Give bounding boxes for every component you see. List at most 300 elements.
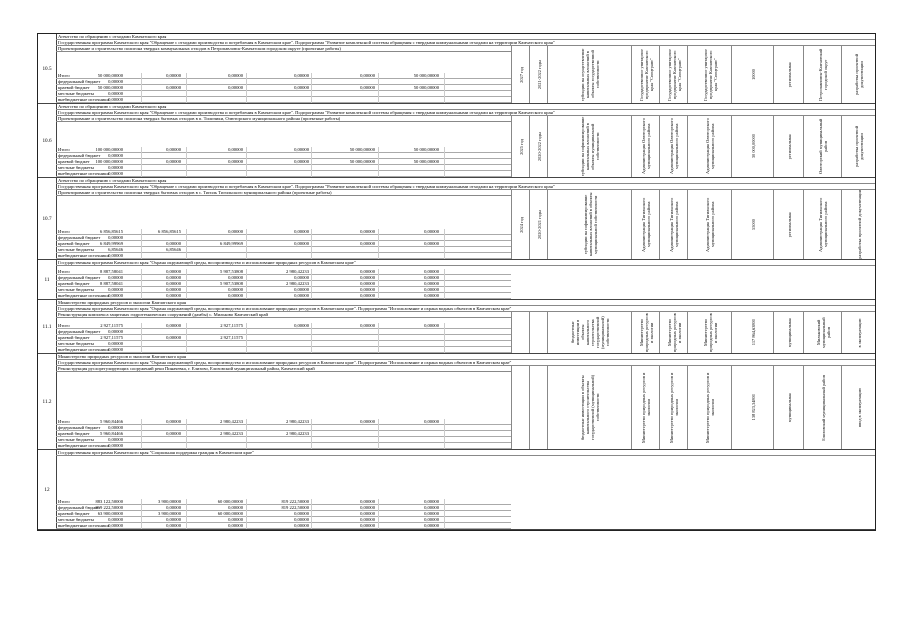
amount-cell: 0,00000 [424, 229, 439, 234]
source-label: краевой бюджет [58, 511, 90, 516]
amount-cell: 0,00000 [228, 85, 243, 90]
amount-cell: 0,00000 [424, 323, 439, 328]
amount-cell: 0,00000 [424, 511, 439, 516]
vertical-text: Государственное унитарное предприятие Камчатского края "Спецтранс" [638, 48, 654, 101]
amount-cell: 0,00000 [294, 159, 309, 164]
amount-cell: 883 122,50000 [95, 499, 123, 504]
source-label: краевой бюджет [58, 241, 90, 246]
source-label: федеральный бюджет [58, 505, 101, 510]
financing-row [56, 443, 511, 449]
grid-line [186, 147, 187, 177]
source-label: федеральный бюджет [58, 275, 101, 280]
amount-cell: 6 856,85615 [100, 229, 123, 234]
amount-cell: 8 887,58041 [100, 269, 123, 274]
amount-cell: 0,00000 [360, 323, 375, 328]
vertical-cell [631, 312, 660, 353]
amount-cell: 50 000,00000 [413, 73, 439, 78]
vertical-text: Олюторский муниципальный район [818, 118, 828, 175]
grid-line [186, 499, 187, 529]
grid-line [378, 269, 379, 299]
amount-cell: 0,00000 [294, 73, 309, 78]
vertical-text: 2025 год [518, 138, 524, 155]
amount-cell: 0,00000 [108, 347, 123, 352]
amount-cell: 0,00000 [166, 241, 181, 246]
source-label: Итого [58, 73, 70, 78]
vertical-text: Петропавловск-Камчатский городской округ [818, 48, 828, 101]
grid-line [378, 323, 379, 353]
amount-cell: 0,00000 [424, 287, 439, 292]
table-row [38, 260, 875, 300]
vertical-cell [659, 312, 688, 353]
vertical-text: бюджетные инвестиции в объекты капитального строительства государственной (муниципальной) собственности [570, 316, 610, 349]
amount-cell: 2 980,42233 [286, 269, 309, 274]
source-label: местные бюджеты [58, 247, 94, 252]
program-name: Государственная программа Камчатского края "Социальная поддержка граждан в Камчатском крае" [56, 450, 875, 456]
amount-cell: 0,00000 [228, 523, 243, 528]
amount-cell: 5 907,53808 [220, 269, 243, 274]
amount-cell: 0,00000 [360, 85, 375, 90]
amount-cell: 6 849,99969 [100, 241, 123, 246]
source-label: краевой бюджет [58, 431, 90, 436]
vertical-cell [529, 116, 548, 177]
amount-cell: 0,00000 [166, 505, 181, 510]
row-number: 10.5 [38, 34, 57, 103]
amount-cell: 0,00000 [166, 147, 181, 152]
vertical-text: муниципальная [786, 392, 792, 423]
vertical-columns [511, 116, 875, 177]
grid-line [378, 73, 379, 103]
amount-cell: 6,85646 [108, 247, 123, 252]
amount-cell: 0,00000 [228, 147, 243, 152]
row-number: 10.6 [38, 104, 57, 177]
amount-cell: 0,00000 [424, 293, 439, 298]
amount-cell: 2 927,11575 [100, 323, 123, 328]
amount-cell: 0,00000 [166, 287, 181, 292]
source-label: краевой бюджет [58, 335, 90, 340]
vertical-cell [547, 312, 632, 353]
financing-table [56, 73, 511, 103]
amount-cell: 819 222,50000 [281, 499, 309, 504]
program-name: Государственная программа Камчатского края "Обращение с отходами производства и потребления в Камчатском крае". Подпрограмма "Развитие комплексной системы обращения с твердыми коммунальными отходами на территории Камчатского края" [56, 40, 875, 46]
amount-cell: 0,00000 [166, 281, 181, 286]
amount-cell: 0,00000 [228, 505, 243, 510]
source-label: Итого [58, 229, 70, 234]
amount-cell: 0,00000 [360, 281, 375, 286]
vertical-cell [803, 116, 842, 177]
amount-cell: 0,00000 [166, 517, 181, 522]
amount-cell: 50 000,00000 [97, 73, 123, 78]
amount-cell: 0,00000 [108, 275, 123, 280]
grid-line [141, 323, 142, 353]
vertical-cell [631, 366, 660, 449]
amount-cell: 2 980,42233 [220, 431, 243, 436]
row-number: 11.2 [38, 354, 57, 449]
vertical-cell [659, 366, 688, 449]
vertical-cell [731, 366, 774, 449]
vertical-cell [731, 46, 774, 103]
source-label: местные бюджеты [58, 165, 94, 170]
vertical-text: региональная [786, 61, 792, 88]
financing-table [56, 229, 511, 259]
vertical-text: Администрация Тигильского муниципального района [818, 197, 828, 252]
vertical-text: разработка проектной документации [854, 125, 864, 168]
vertical-text: региональная [786, 133, 792, 160]
vertical-cell [773, 312, 804, 353]
amount-cell: 60 000,00000 [217, 499, 243, 504]
amount-cell: 0,00000 [360, 287, 375, 292]
amount-cell: 0,00000 [166, 419, 181, 424]
agency-name: Министерство природных ресурсов и экологии Камчатского края [56, 354, 875, 360]
vertical-cell [687, 312, 732, 353]
amount-cell: 0,00000 [166, 323, 181, 328]
amount-cell: 50 000,00000 [413, 85, 439, 90]
amount-cell: 8 887,58041 [100, 281, 123, 286]
vertical-cell [529, 366, 548, 449]
amount-cell: 0,00000 [294, 323, 309, 328]
source-label: внебюджетные источники [58, 171, 109, 176]
vertical-cell [511, 366, 530, 449]
vertical-cell [511, 116, 530, 177]
source-label: Итого [58, 499, 70, 504]
vertical-cell [841, 312, 875, 353]
amount-cell: 0,00000 [424, 275, 439, 280]
vertical-text: Министерство природных ресурсов и экологии [641, 372, 651, 443]
amount-cell: 0,00000 [228, 293, 243, 298]
table-row [38, 354, 875, 450]
grid-line [444, 73, 445, 103]
amount-cell: 2 980,42233 [220, 419, 243, 424]
vertical-cell [547, 46, 632, 103]
amount-cell: 2 980,42233 [286, 419, 309, 424]
source-label: местные бюджеты [58, 437, 94, 442]
amount-cell: 0,00000 [294, 275, 309, 280]
grid-line [311, 499, 312, 529]
vertical-cell [529, 312, 548, 353]
amount-cell: 0,00000 [108, 79, 123, 84]
amount-cell: 0,00000 [108, 287, 123, 292]
financing-row [56, 171, 511, 177]
vertical-text: ввод в эксплуатацию [856, 388, 862, 427]
amount-cell: 0,00000 [166, 275, 181, 280]
amount-cell: 0,00000 [228, 517, 243, 522]
amount-cell: 100 000,00000 [95, 159, 123, 164]
grid-line [444, 419, 445, 449]
vertical-text: 2020-2022 годы [536, 131, 542, 162]
amount-cell: 3 900,00000 [158, 499, 181, 504]
amount-cell: 2 980,42233 [286, 431, 309, 436]
amount-cell: 0,00000 [108, 341, 123, 346]
row-number: 12 [38, 450, 57, 529]
vertical-cell [773, 190, 804, 259]
grid-line [246, 73, 247, 103]
vertical-cell [631, 46, 660, 103]
amount-cell: 5 960,84466 [100, 419, 123, 424]
vertical-cell [659, 190, 688, 259]
program-name: Государственная программа Камчатского края "Охрана окружающей среды, воспроизводство и использование природных ресурсов в Камчатском крае". Подпрограмма "Использование и охрана водных объектов в Камчатском крае" [56, 360, 875, 366]
amount-cell: 6 856,85615 [158, 229, 181, 234]
amount-cell: 2 927,11575 [100, 335, 123, 340]
amount-cell: 3 900,00000 [158, 511, 181, 516]
vertical-cell [659, 116, 688, 177]
amount-cell: 0,00000 [108, 329, 123, 334]
amount-cell: 0,00000 [424, 419, 439, 424]
object-name: Проектирование и строительство полигона твердых бытовых отходов в п. Тиличики, Олюторского муниципального района (проектные работы) [56, 116, 511, 122]
amount-cell: 0,00000 [294, 287, 309, 292]
amount-cell: 60 000,00000 [217, 511, 243, 516]
grid-line [444, 269, 445, 299]
vertical-columns [511, 366, 875, 449]
agency-name: Агентство по обращению с отходами Камчатского края [56, 104, 875, 110]
source-label: местные бюджеты [58, 91, 94, 96]
amount-cell: 0,00000 [360, 419, 375, 424]
vertical-text: Министерство природных ресурсов и экологии [669, 372, 679, 443]
amount-cell: 0,00000 [360, 275, 375, 280]
vertical-columns [511, 190, 875, 259]
amount-cell: 50 000,00000 [413, 159, 439, 164]
amount-cell: 819 222,50000 [281, 505, 309, 510]
grid-line [311, 147, 312, 177]
grid-line [311, 323, 312, 353]
grid-line [186, 269, 187, 299]
amount-cell: 50 000,00000 [349, 159, 375, 164]
vertical-text: 117 864,63800 [750, 319, 756, 346]
vertical-text: Государственное унитарное предприятие Камчатского края "Спецтранс" [666, 48, 682, 101]
amount-cell: 0,00000 [108, 97, 123, 102]
program-name: Государственная программа Камчатского края "Охрана окружающей среды, воспроизводство и использование природных ресурсов в Камчатском крае" [56, 260, 875, 266]
vertical-cell [841, 116, 875, 177]
grid-line [246, 269, 247, 299]
amount-cell: 0,00000 [108, 165, 123, 170]
vertical-cell [547, 116, 632, 177]
vertical-text: Администрация Олюторского муниципального района [641, 118, 651, 175]
amount-cell: 0,00000 [294, 85, 309, 90]
grid-line [444, 229, 445, 259]
grid-line [378, 229, 379, 259]
vertical-text: субсидии на софинансирование капитальных вложений в объекты муниципальной собственности [582, 192, 598, 257]
source-label: внебюджетные источники [58, 443, 109, 448]
source-label: внебюджетные источники [58, 253, 109, 258]
object-name: Реконструкция комплекса защитных гидротехнических сооружений (дамбы) с. Мильково Камчатский край [56, 312, 511, 318]
vertical-cell [773, 366, 804, 449]
vertical-text: Администрация Олюторского муниципального района [669, 118, 679, 175]
agency-name: Министерство природных ресурсов и экологии Камчатского края [56, 300, 875, 306]
source-label: внебюджетные источники [58, 293, 109, 298]
financing-row [56, 293, 511, 299]
vertical-cell [547, 190, 632, 259]
amount-cell: 0,00000 [166, 73, 181, 78]
amount-cell: 0,00000 [108, 171, 123, 176]
source-label: краевой бюджет [58, 281, 90, 286]
amount-cell: 0,00000 [108, 425, 123, 430]
grid-line [141, 73, 142, 103]
table-row [38, 178, 875, 260]
vertical-cell [529, 46, 548, 103]
object-name: Реконструкция руслорегулирующих сооружений реки Пиначевка, г. Елизово, Елизовский муниципальный район, Камчатский край [56, 366, 511, 372]
source-label: федеральный бюджет [58, 425, 101, 430]
agency-name: Агентство по обращению с отходами Камчатского края [56, 178, 875, 184]
amount-cell: 0,00000 [228, 287, 243, 292]
financing-table [56, 419, 511, 449]
amount-cell: 0,00000 [166, 293, 181, 298]
amount-cell: 0,00000 [360, 229, 375, 234]
row-number: 11 [38, 260, 57, 299]
grid-line [378, 147, 379, 177]
vertical-text: разработка проектной документации [854, 53, 864, 96]
amount-cell: 0,00000 [228, 159, 243, 164]
vertical-cell [803, 46, 842, 103]
amount-cell: 0,00000 [166, 431, 181, 436]
table-row [38, 450, 875, 530]
vertical-text: Администрация Тигильского муниципального района [705, 197, 715, 252]
source-label: внебюджетные источники [58, 97, 109, 102]
vertical-text: Министерство природных ресурсов и экологии [638, 313, 654, 352]
amount-cell: 0,00000 [360, 73, 375, 78]
amount-cell: 0,00000 [424, 505, 439, 510]
vertical-cell [731, 190, 774, 259]
source-label: федеральный бюджет [58, 235, 101, 240]
amount-cell: 0,00000 [360, 523, 375, 528]
amount-cell: 0,00000 [294, 517, 309, 522]
amount-cell: 0,00000 [108, 253, 123, 258]
financing-row [56, 347, 511, 353]
vertical-cell [529, 190, 548, 259]
grid-line [378, 419, 379, 449]
grid-line [186, 419, 187, 449]
amount-cell: 63 900,00000 [97, 511, 123, 516]
vertical-columns [511, 312, 875, 353]
amount-cell: 0,00000 [424, 241, 439, 246]
vertical-cell [773, 46, 804, 103]
grid-line [444, 147, 445, 177]
vertical-text: в эксплуатацию [856, 317, 862, 348]
vertical-cell [511, 312, 530, 353]
amount-cell: 0,00000 [360, 511, 375, 516]
vertical-text: 2020-2021 годы [536, 209, 542, 240]
vertical-cell [773, 116, 804, 177]
amount-cell: 0,00000 [424, 269, 439, 274]
vertical-cell [803, 366, 842, 449]
amount-cell: 0,00000 [166, 159, 181, 164]
vertical-text: 2024 год [518, 216, 524, 233]
vertical-text: бюджетные инвестиции в объекты капитального строительства государственной (муниципальной) собственности [580, 374, 600, 441]
amount-cell: 0,00000 [294, 511, 309, 516]
source-label: федеральный бюджет [58, 79, 101, 84]
source-label: федеральный бюджет [58, 329, 101, 334]
amount-cell: 0,00000 [228, 275, 243, 280]
vertical-cell [841, 366, 875, 449]
vertical-cell [631, 116, 660, 177]
grid-line [246, 323, 247, 353]
vertical-text: 55000 [750, 219, 756, 230]
amount-cell: 0,00000 [360, 241, 375, 246]
vertical-text: Администрация Тигильского муниципального района [641, 197, 651, 252]
vertical-text: Министерство природных ресурсов и экологии [705, 372, 715, 443]
amount-cell: 2 927,11575 [220, 323, 243, 328]
amount-cell: 6,85646 [166, 247, 181, 252]
vertical-cell [731, 312, 774, 353]
vertical-cell [547, 366, 632, 449]
grid-line [246, 229, 247, 259]
row-number: 10.7 [38, 178, 57, 259]
amount-cell: 0,00000 [360, 269, 375, 274]
source-label: местные бюджеты [58, 341, 94, 346]
document-sheet [37, 33, 876, 531]
source-label: Итого [58, 269, 70, 274]
amount-cell: 0,00000 [424, 517, 439, 522]
amount-cell: 0,00000 [108, 235, 123, 240]
amount-cell: 50 000,00000 [349, 147, 375, 152]
source-label: Итого [58, 419, 70, 424]
vertical-text: 2021-2022 годы [536, 59, 542, 90]
table-row [38, 300, 875, 354]
amount-cell: 0,00000 [228, 229, 243, 234]
amount-cell: 0,00000 [108, 437, 123, 442]
amount-cell: 0,00000 [360, 293, 375, 298]
source-label: краевой бюджет [58, 85, 90, 90]
financing-table [56, 269, 511, 299]
vertical-text: Елизовский муниципальный район [820, 374, 826, 441]
vertical-text: Администрация Тигильского муниципального района [669, 197, 679, 252]
source-label: Итого [58, 147, 70, 152]
amount-cell: 5 907,53808 [220, 281, 243, 286]
amount-cell: 0,00000 [108, 293, 123, 298]
financing-row [56, 523, 511, 529]
vertical-text: муниципальная [786, 317, 792, 348]
grid-line [311, 419, 312, 449]
grid-line [246, 147, 247, 177]
amount-cell: 0,00000 [108, 91, 123, 96]
grid-line [186, 229, 187, 259]
vertical-text: Министерство природных ресурсов и экологии [702, 313, 718, 352]
vertical-cell [841, 46, 875, 103]
vertical-text: разработка проектной документации [856, 190, 862, 259]
object-name: Проектирование и строительство полигона твердых коммунальных отходов в Петропавловск-Камчатском городском округе (проектные работы) [56, 46, 511, 52]
vertical-cell [803, 312, 842, 353]
amount-cell: 2 980,42233 [286, 281, 309, 286]
grid-line [141, 147, 142, 177]
grid-line [141, 419, 142, 449]
amount-cell: 0,00000 [294, 241, 309, 246]
amount-cell: 6 849,99969 [220, 241, 243, 246]
grid-line [444, 499, 445, 529]
amount-cell: 50 000,00000 [97, 85, 123, 90]
amount-cell: 0,00000 [228, 73, 243, 78]
grid-line [378, 499, 379, 529]
vertical-text: региональная [786, 211, 792, 238]
amount-cell: 0,00000 [108, 153, 123, 158]
amount-cell: 50 000,00000 [413, 147, 439, 152]
vertical-cell [631, 190, 660, 259]
amount-cell: 0,00000 [166, 335, 181, 340]
amount-cell: 0,00000 [294, 147, 309, 152]
vertical-cell [731, 116, 774, 177]
financing-table [56, 147, 511, 177]
amount-cell: 0,00000 [108, 523, 123, 528]
grid-line [444, 323, 445, 353]
grid-line [311, 73, 312, 103]
grid-line [141, 229, 142, 259]
vertical-text: Мильковский муниципальный район [815, 317, 831, 348]
source-label: внебюджетные источники [58, 523, 109, 528]
amount-cell: 0,00000 [360, 505, 375, 510]
amount-cell: 0,00000 [166, 523, 181, 528]
program-name: Государственная программа Камчатского края "Обращение с отходами производства и потребления в Камчатском крае". Подпрограмма "Развитие комплексной системы обращения с твердыми коммунальными отходами на территории Камчатского края" [56, 110, 875, 116]
vertical-text: Государственное унитарное предприятие Камчатского края "Спецтранс" [702, 48, 718, 101]
amount-cell: 0,00000 [294, 293, 309, 298]
table-row [38, 34, 875, 104]
vertical-text: Министерство природных ресурсов и экологии [666, 313, 682, 352]
source-label: Итого [58, 323, 70, 328]
